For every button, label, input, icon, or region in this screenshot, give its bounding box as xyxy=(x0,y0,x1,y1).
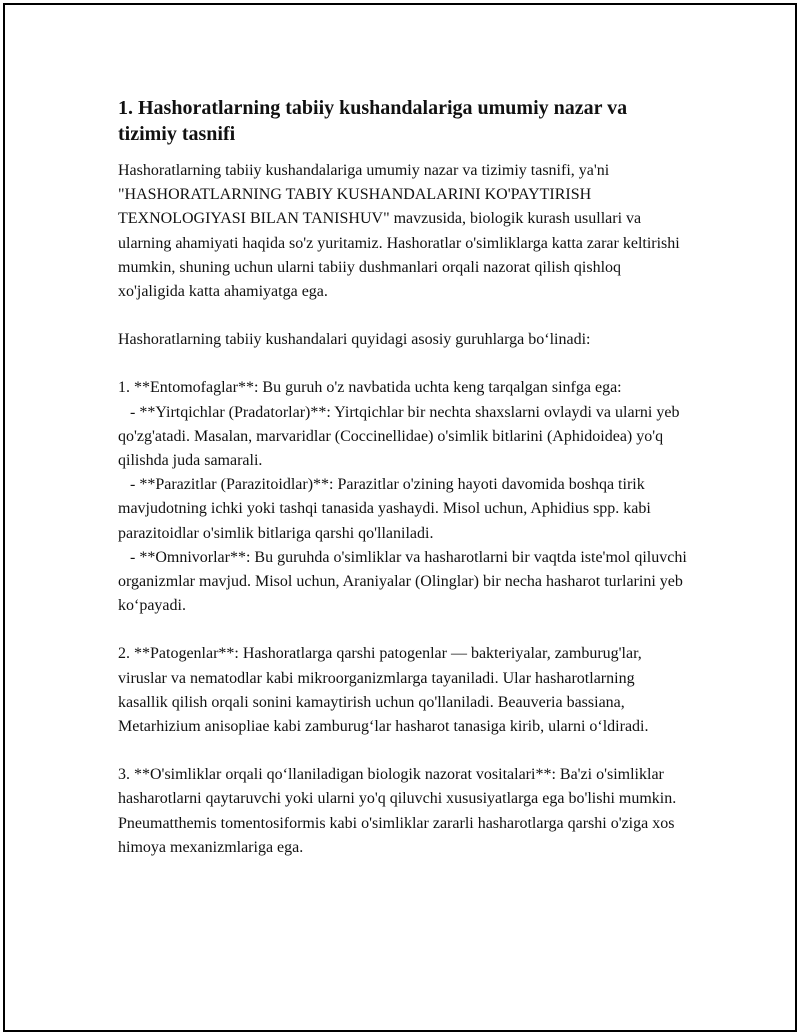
document-body xyxy=(118,95,688,860)
entomophages-paragraph: 1. **Entomofaglar**: Bu guruh o'z navbatida uchta keng tarqalgan sinfga ega: - **Yirtqichlar (Pradatorlar)**: Yirtqichlar bir nechta shaxslarni ovlaydi va ularni yeb qo'zg'atadi. Masalan, marvaridlar (Coccinellidae) o'simlik bitlarini (Aphidoidea) yo'q qilishda juda samarali. - **Parazitlar (Parazitoidlar)**: Parazitlar o'zining hayoti davomida boshqa tirik mavjudotning ichki yoki tashqi tanasida yashaydi. Misol uchun, Aphidius spp. kabi parazitoidlar o'simlik bitlariga qarshi qo'llaniladi. - **Omnivorlar**: Bu guruhda o'simliklar va hasharotlarni bir vaqtda iste'mol qiluvchi organizmlar mavjud. Misol uchun, Araniyalar (Olinglar) bir necha hasharot turlarini yeb ko‘payadi. xyxy=(118,379,687,615)
pathogens-paragraph: 2. **Patogenlar**: Hashoratlarga qarshi patogenlar — bakteriyalar, zamburug'lar, viruslar va nematodlar kabi mikroorganizmlarga tayaniladi. Ular hasharotlarning kasallik qilish orqali sonini kamaytirish uchun qo'llaniladi. Beauveria bassiana, Metarhizium anisopliae kabi zamburug‘lar hasharot tanasiga kirib, ularni o‘ldiradi. xyxy=(118,645,649,736)
plant-control-paragraph: 3. **O'simliklar orqali qo‘llaniladigan biologik nazorat vositalari**: Ba'zi o'simliklar hasharotlarni qaytaruvchi yoki ularni yo'q qiluvchi xususiyatlarga ega bo'lishi mumkin. Pneumatthemis tomentosiformis kabi o'simliklar zararli hasharotlarga qarshi o'ziga xos himoya mexanizmlariga ega. xyxy=(118,766,681,856)
paragraph-gap xyxy=(118,618,688,642)
intro-paragraph: Hashoratlarning tabiiy kushandalariga umumiy nazar va tizimiy tasnifi, ya'ni "HASHORATLARNING TABIY KUSHANDALARINI KO'PAYTIRISH TEXNOLOGIYASI BILAN TANISHUV" mavzusida, biologik kurash usullari va ularning ahamiyati haqida so'z yuritamiz. Hashoratlar o'simliklarga katta zarar keltirishi mumkin, shuning uchun ularni tabiiy dushmanlari orqali nazorat qilish qishloq xo'jaligida katta ahamiyatga ega. xyxy=(118,162,684,301)
section-heading: 1. Hashoratlarning tabiiy kushandalariga umumiy nazar va tizimiy tasnifi xyxy=(118,97,628,145)
paragraph-gap xyxy=(118,304,688,328)
paragraph-gap xyxy=(118,352,688,376)
paragraph-gap xyxy=(118,739,688,763)
groups-intro-paragraph: Hashoratlarning tabiiy kushandalari quyidagi asosiy guruhlarga bo‘linadi: xyxy=(118,331,591,349)
